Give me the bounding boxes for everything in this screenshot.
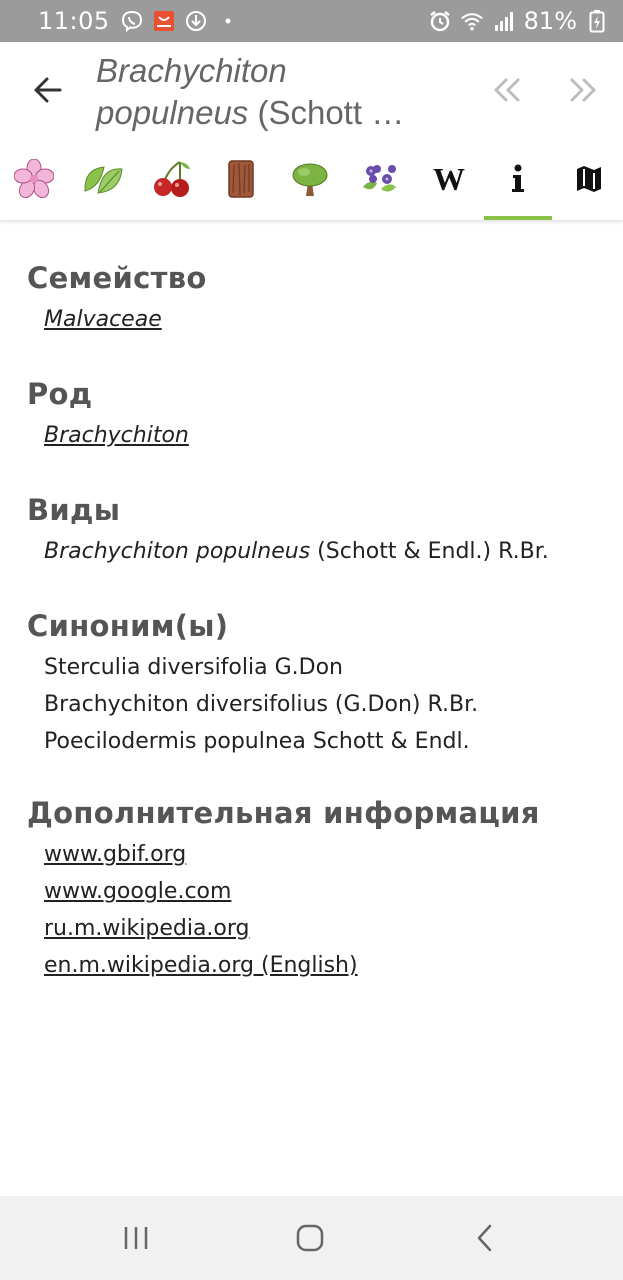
tab-wikipedia[interactable]	[414, 138, 482, 220]
species-author: (Schott & Endl.) R.Br.	[310, 539, 549, 564]
home-icon	[295, 1223, 325, 1253]
tab-tree[interactable]	[276, 138, 344, 220]
info-icon	[510, 164, 526, 194]
synonym-item: Poecilodermis populnea Schott & Endl.	[44, 729, 470, 754]
section-synonyms	[27, 609, 607, 760]
tab-bark[interactable]	[207, 138, 275, 220]
battery-charging-icon	[585, 9, 609, 33]
wikipedia-icon: W	[433, 160, 463, 197]
double-chevron-left-icon	[492, 77, 522, 103]
synonym-item: Brachychiton diversifolius (G.Don) R.Br.	[44, 692, 479, 717]
app-bar	[0, 42, 623, 138]
section-species	[27, 493, 607, 570]
double-chevron-right-icon	[568, 77, 598, 103]
ru-wikipedia-link[interactable]: ru.m.wikipedia.org	[44, 916, 250, 941]
synonym-item: Sterculia diversifolia G.Don	[44, 655, 343, 680]
status-time: 11:05	[38, 7, 110, 35]
google-link[interactable]: www.google.com	[44, 879, 232, 904]
next-species-button[interactable]	[562, 68, 604, 112]
title-genus: Brachychiton	[96, 52, 287, 89]
tab-similar[interactable]	[345, 138, 413, 220]
aliexpress-icon	[152, 9, 176, 33]
system-back-button[interactable]	[455, 1218, 515, 1258]
section-heading: Синоним(ы)	[27, 609, 229, 643]
chevron-left-icon	[473, 1223, 497, 1253]
back-button[interactable]	[22, 62, 74, 118]
tab-leaf[interactable]	[69, 138, 137, 220]
species-name: Brachychiton populneus	[44, 539, 311, 564]
system-nav-bar	[0, 1196, 623, 1280]
section-heading: Семейство	[27, 261, 207, 295]
battery-percent: 81%	[523, 7, 577, 35]
tab-fruit[interactable]	[138, 138, 206, 220]
download-icon	[184, 9, 208, 33]
section-genus	[27, 377, 607, 454]
dot-icon	[216, 9, 240, 33]
family-link[interactable]: Malvaceae	[44, 307, 162, 332]
gbif-link[interactable]: www.gbif.org	[44, 842, 187, 867]
en-wikipedia-link[interactable]: en.m.wikipedia.org (English)	[44, 953, 358, 978]
page-title	[96, 50, 466, 134]
tab-bar	[0, 138, 623, 221]
recent-apps-button[interactable]	[106, 1218, 166, 1258]
section-more-info	[27, 796, 607, 984]
arrow-left-icon	[32, 74, 64, 106]
cherry-icon	[152, 159, 192, 199]
tree-icon	[290, 159, 330, 199]
section-heading: Дополнительная информация	[27, 796, 540, 830]
recent-apps-icon	[121, 1225, 151, 1251]
genus-link[interactable]: Brachychiton	[44, 423, 189, 448]
leaf-icon	[82, 161, 124, 197]
status-bar	[0, 0, 623, 42]
tab-info[interactable]	[484, 138, 552, 220]
map-icon	[575, 165, 603, 193]
alarm-icon	[428, 9, 452, 33]
section-heading: Виды	[27, 493, 121, 527]
section-heading: Род	[27, 377, 93, 411]
tab-flower[interactable]	[0, 138, 68, 220]
violets-icon	[359, 159, 399, 199]
flower-icon	[14, 159, 54, 199]
previous-species-button[interactable]	[486, 68, 528, 112]
wifi-icon	[460, 9, 484, 33]
signal-icon	[492, 9, 516, 33]
section-family	[27, 261, 607, 338]
title-species: populneus	[96, 94, 249, 131]
viber-icon	[120, 9, 144, 33]
title-author: (Schott …	[248, 94, 405, 131]
home-button[interactable]	[280, 1218, 340, 1258]
tab-map[interactable]	[555, 138, 623, 220]
bark-icon	[227, 159, 255, 199]
